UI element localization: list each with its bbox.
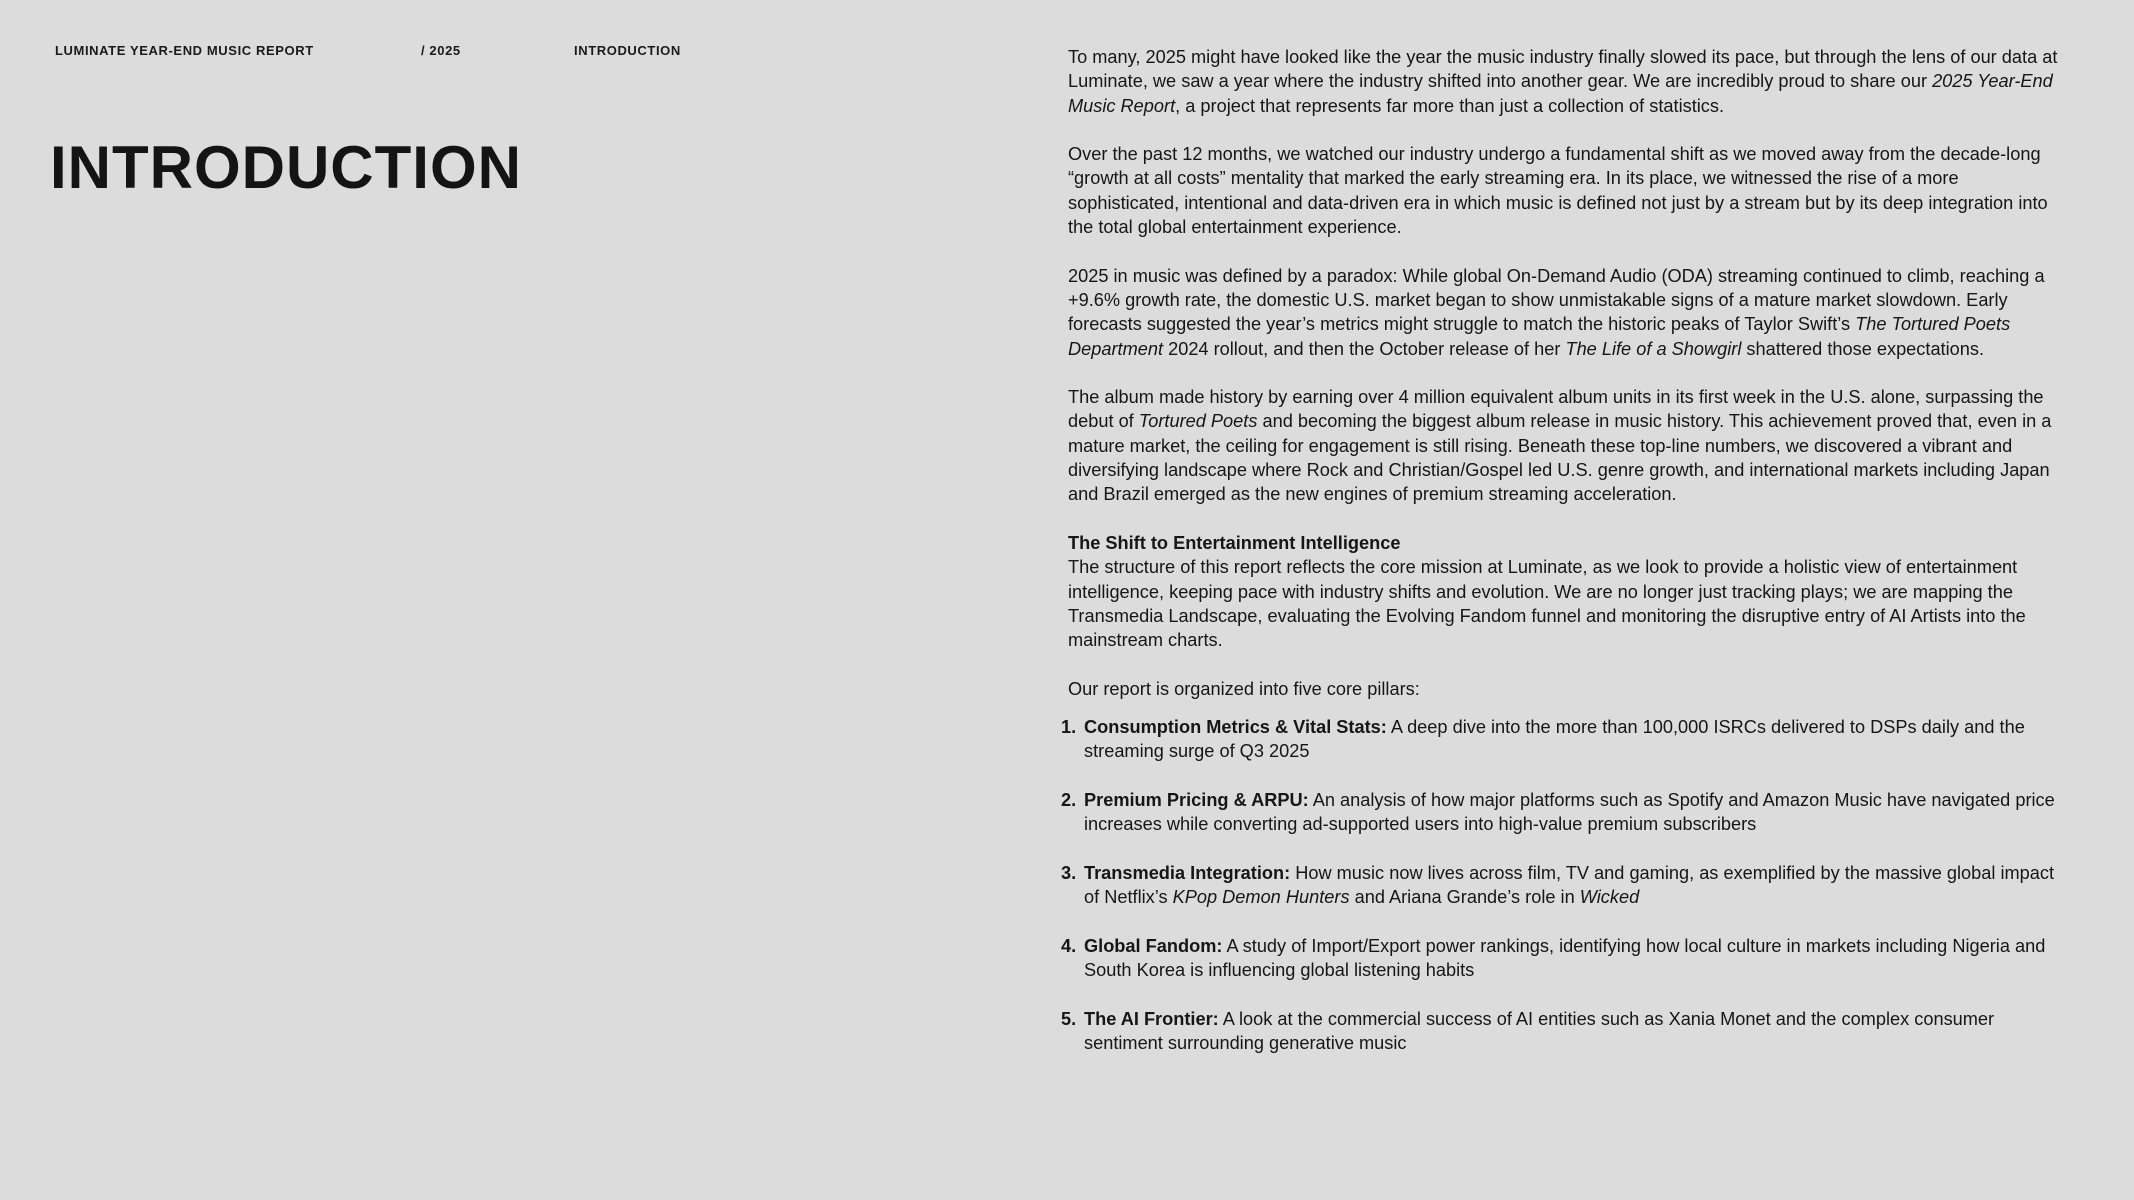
list-item: 1. Consumption Metrics & Vital Stats: A deep dive into the more than 100,000 ISRCs delivered to DSPs daily and the streaming surge of Q3 2025 xyxy=(1061,717,2025,762)
paragraph-history: The album made history by earning over 4 million equivalent album units in its first week in the U.S. alone, surpassing the debut of Tortured Poets and becoming the biggest album release in music history. This achievement proved that, even in a mature market, the ceiling for engagement is still rising. Beneath these top-line numbers, we discovered a vibrant and diversifying landscape where Rock and Christian/Gospel led U.S. genre growth, and international markets including Japan and Brazil emerged as the new engines of premium streaming acceleration. xyxy=(1068,387,2052,505)
album-title-italic: The Tortured Poets Department xyxy=(1068,314,2011,359)
list-number: 4. xyxy=(1061,935,1077,956)
list-number: 1. xyxy=(1061,717,1077,738)
paragraph-structure: The structure of this report reflects the core mission at Luminate, as we look to provide a holistic view of entertainment intelligence, keeping pace with industry shifts and evolution. We are no longer just tracking plays; we are mapping the Transmedia Landscape, evaluating the Evolving Fandom funnel and monitoring the disruptive entry of AI Artists into the mainstream charts. xyxy=(1068,557,2026,651)
page-title: INTRODUCTION xyxy=(50,134,522,201)
pillars-list xyxy=(1061,715,2068,1055)
list-number: 5. xyxy=(1061,1008,1077,1029)
list-number: 3. xyxy=(1061,862,1077,883)
pillar-title: Transmedia Integration: xyxy=(1084,862,1291,883)
pillar-title: Global Fandom: xyxy=(1084,935,1223,956)
list-item: 3. Transmedia Integration: How music now lives across film, TV and gaming, as exemplified by the massive global impact of Netflix’s KPop Demon Hunters and Ariana Grande’s role in Wicked xyxy=(1061,862,2055,908)
paragraph-shift: Over the past 12 months, we watched our industry undergo a fundamental shift as we moved away from the decade-long “growth at all costs” mentality that marked the early streaming era. In its place, we witnessed the rise of a more sophisticated, intentional and data-driven era in which music is defined not just by a stream but by its deep integration into the total global entertainment experience. xyxy=(1068,144,2048,238)
section-label: INTRODUCTION xyxy=(574,43,681,58)
paragraph-opening: To many, 2025 might have looked like the year the music industry finally slowed its pace, but through the lens of our data at Luminate, we saw a year where the industry shifted into another gear. We are incredibly proud to share our 2025 Year-End Music Report, a project that represents far more than just a collection of statistics. xyxy=(1068,47,2058,116)
pillar-title: Consumption Metrics & Vital Stats: xyxy=(1084,717,1387,738)
album-title-italic: The Life of a Showgirl xyxy=(1565,338,1742,359)
pillar-title: Premium Pricing & ARPU: xyxy=(1084,789,1309,810)
section-subheading: The Shift to Entertainment Intelligence xyxy=(1068,532,1401,553)
paragraph-paradox: 2025 in music was defined by a paradox: While global On-Demand Audio (ODA) streaming continued to climb, reaching a +9.6% growth rate, the domestic U.S. market began to show unmistakable signs of a mature market slowdown. Early forecasts suggested the year’s metrics might struggle to match the historic peaks of Taylor Swift’s The Tortured Poets Department 2024 rollout, and then the October release of her The Life of a Showgirl shattered those expectations. xyxy=(1068,265,2045,359)
album-title-italic: Tortured Poets xyxy=(1138,411,1258,432)
body-text xyxy=(1061,45,2068,1079)
pillars-intro: Our report is organized into five core pillars: xyxy=(1068,678,1420,699)
pillar-title: The AI Frontier: xyxy=(1084,1008,1219,1029)
report-name: LUMINATE YEAR-END MUSIC REPORT xyxy=(55,43,314,58)
list-item: 2. Premium Pricing & ARPU: An analysis of how major platforms such as Spotify and Amazon Music have navigated price increases while converting ad-supported users into high-value premium subscribers xyxy=(1061,789,2055,835)
list-number: 2. xyxy=(1061,789,1077,810)
list-item: 5. The AI Frontier: A look at the commercial success of AI entities such as Xania Monet and the complex consumer sentiment surrounding generative music xyxy=(1061,1008,1995,1053)
list-item: 4. Global Fandom: A study of Import/Export power rankings, identifying how local culture in markets including Nigeria and South Korea is influencing global listening habits xyxy=(1061,935,2046,980)
report-year: / 2025 xyxy=(421,43,461,58)
report-title-italic: 2025 Year-End Music Report xyxy=(1068,71,2053,116)
